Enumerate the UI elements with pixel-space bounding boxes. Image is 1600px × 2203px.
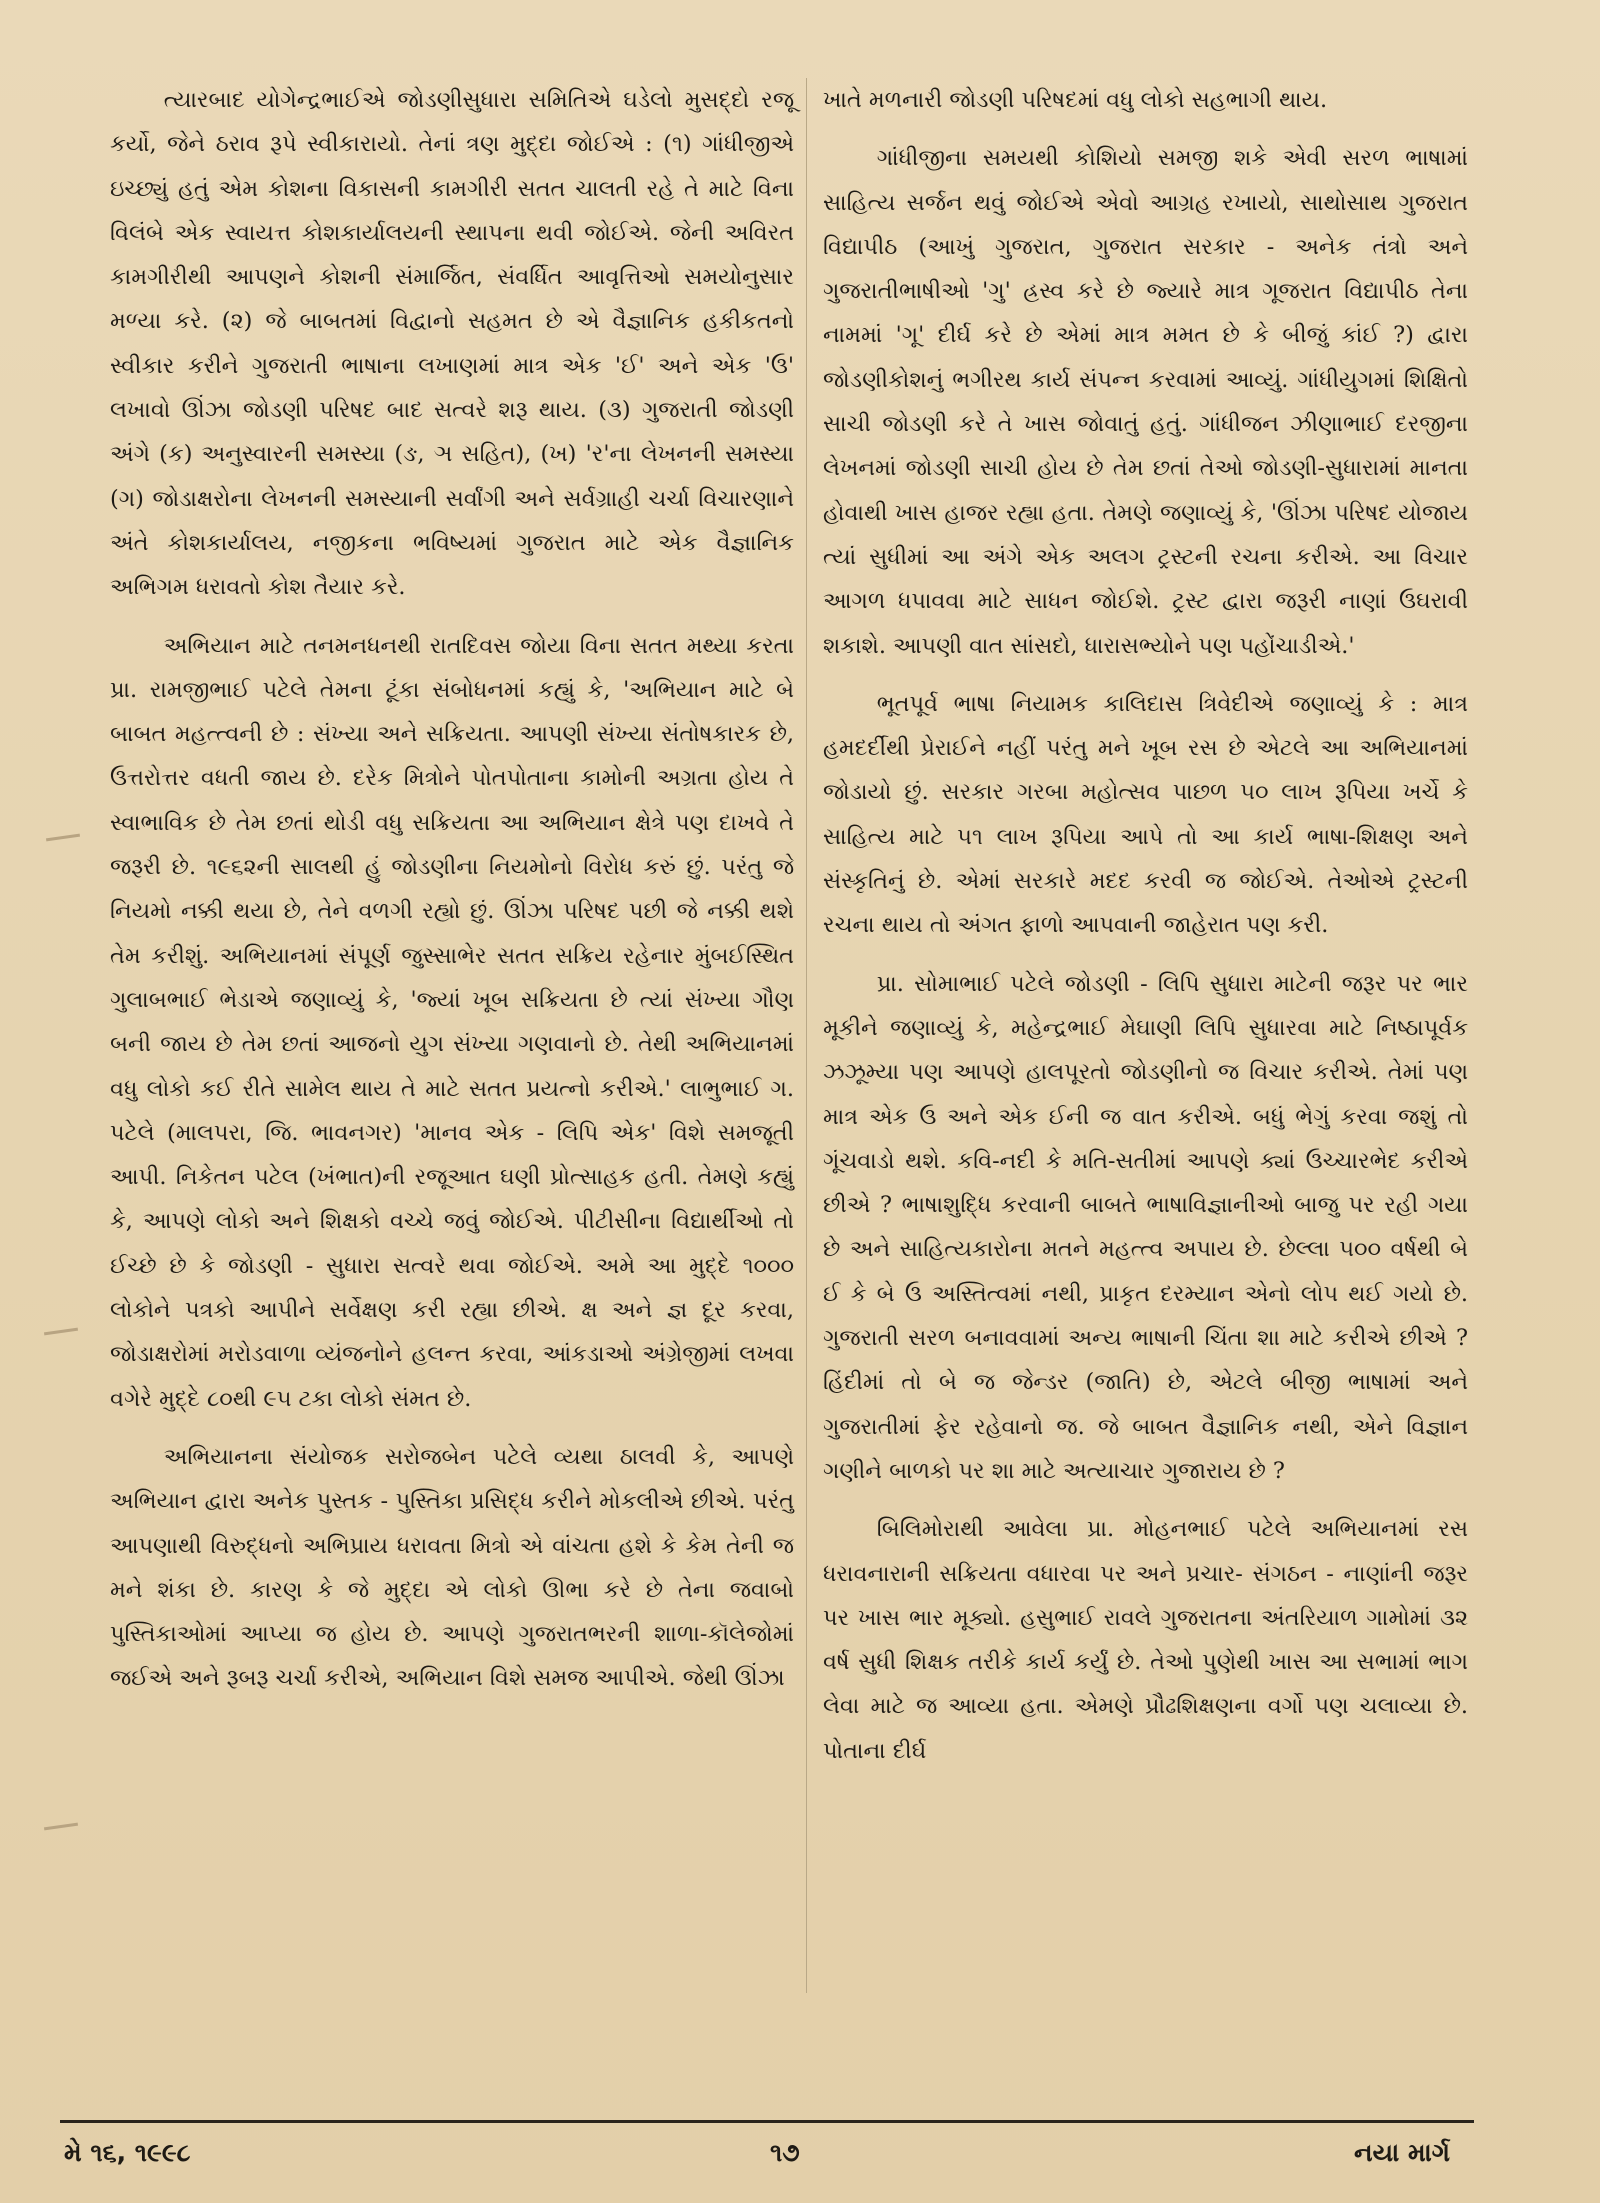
journal-name: નયા માર્ગ	[1354, 2138, 1450, 2167]
issue-date: મે ૧૬, ૧૯૯૮	[64, 2138, 191, 2167]
paragraph-continuation: ખાતે મળનારી જોડણી પરિષદમાં વધુ લોકો સહભાગી થાય.	[823, 87, 1328, 113]
right-column	[823, 78, 1468, 1773]
paragraph-resolution: ત્યારબાદ યોગેન્દ્રભાઈએ જોડણીસુધારા સમિતિએ ઘડેલો મુસદ્દો રજૂ કર્યો, જેને ઠરાવ રૂપે સ્વીકારાયો. તેનાં ત્રણ મુદ્દા જોઈએ : (૧) ગાંધીજીએ ઇચ્છ્યું હતું એમ કોશના વિકાસની કામગીરી સતત ચાલતી રહે તે માટે વિના વિલંબે એક સ્વાયત્ત કોશકાર્યાલયની સ્થાપના થવી જોઈએ. જેની અવિરત કામગીરીથી આપણને કોશની સંમાર્જિત, સંવર્ધિત આવૃત્તિઓ સમયોનુસાર મળ્યા કરે. (૨) જે બાબતમાં વિદ્વાનો સહમત છે એ વૈજ્ઞાનિક હકીકતનો સ્વીકાર કરીને ગુજરાતી ભાષાના લખાણમાં માત્ર એક 'ઈ' અને એક 'ઉ' લખાવો ઊંઝા જોડણી પરિષદ બાદ સત્વરે શરૂ થાય. (૩) ગુજરાતી જોડણી અંગે (ક) અનુસ્વારની સમસ્યા (ઙ, ઞ સહિત), (ખ) 'ર'ના લેખનની સમસ્યા (ગ) જોડાક્ષરોના લેખનની સમસ્યાની સર્વાંગી અને સર્વગ્રાહી ચર્ચા વિચારણાને અંતે કોશકાર્યાલય, નજીકના ભવિષ્યમાં ગુજરાત માટે એક વૈજ્ઞાનિક અભિગમ ધરાવતો કોશ તૈયાર કરે.	[110, 87, 794, 601]
paragraph-gandhiji: ગાંધીજીના સમયથી કોશિયો સમજી શકે એવી સરળ ભાષામાં સાહિત્ય સર્જન થવું જોઈએ એવો આગ્રહ રખાયો, સાથોસાથ ગુજરાત વિદ્યાપીઠ (આખું ગુજરાત, ગુજરાત સરકાર - અનેક તંત્રો અને ગુજરાતીભાષીઓ 'ગુ' હ્રસ્વ કરે છે જ્યારે માત્ર ગૂજરાત વિદ્યાપીઠ તેના નામમાં 'ગૂ' દીર્ઘ કરે છે એમાં માત્ર મમત છે કે બીજું કાંઈ ?) દ્વારા જોડણીકોશનું ભગીરથ કાર્ય સંપન્ન કરવામાં આવ્યું. ગાંધીયુગમાં શિક્ષિતો સાચી જોડણી કરે તે ખાસ જોવાતું હતું. ગાંધીજન ઝીણાભાઈ દરજીના લેખનમાં જોડણી સાચી હોય છે તેમ છતાં તેઓ જોડણી-સુધારામાં માનતા હોવાથી ખાસ હાજર રહ્યા હતા. તેમણે જણાવ્યું કે, 'ઊંઝા પરિષદ યોજાય ત્યાં સુધીમાં આ અંગે એક અલગ ટ્રસ્ટની રચના કરીએ. આ વિચાર આગળ ધપાવવા માટે સાધન જોઈશે. ટ્રસ્ટ દ્વારા જરૂરી નાણાં ઉઘરાવી શકાશે. આપણી વાત સાંસદો, ધારાસભ્યોને પણ પહોંચાડીએ.'	[823, 145, 1468, 659]
paragraph-kalidas: ભૂતપૂર્વ ભાષા નિયામક કાલિદાસ ત્રિવેદીએ જણાવ્યું કે : માત્ર હમદર્દીથી પ્રેરાઈને નહીં પરંતુ મને ખૂબ રસ છે એટલે આ અભિયાનમાં જોડાયો છું. સરકાર ગરબા મહોત્સવ પાછળ ૫૦ લાખ રૂપિયા ખર્ચે કે સાહિત્ય માટે ૫૧ લાખ રૂપિયા આપે તો આ કાર્ય ભાષા-શિક્ષણ અને સંસ્કૃતિનું છે. એમાં સરકારે મદદ કરવી જ જોઈએ. તેઓએ ટ્રસ્ટની રચના થાય તો અંગત ફાળો આપવાની જાહેરાત પણ કરી.	[823, 690, 1468, 939]
column-divider	[806, 78, 807, 1993]
paragraph-mohanbhai: બિલિમોરાથી આવેલા પ્રા. મોહનભાઈ પટેલે અભિયાનમાં રસ ધરાવનારાની સક્રિયતા વધારવા પર અને પ્રચાર- સંગઠન - નાણાંની જરૂર પર ખાસ ભાર મૂક્યો. હસુભાઈ રાવલે ગુજરાતના અંતરિયાળ ગામોમાં ૩૨ વર્ષ સુધી શિક્ષક તરીકે કાર્ય કર્યું છે. તેઓ પુણેથી ખાસ આ સભામાં ભાગ લેવા માટે જ આવ્યા હતા. એમણે પ્રૌઢશિક્ષણના વર્ગો પણ ચલાવ્યા છે. પોતાના દીર્ઘ	[823, 1516, 1468, 1764]
footer-rule	[60, 2120, 1474, 2123]
left-column	[110, 78, 794, 1701]
paragraph-ramjibhai: અભિયાન માટે તનમનધનથી રાતદિવસ જોયા વિના સતત મથ્યા કરતા પ્રા. રામજીભાઈ પટેલે તેમના ટૂંકા સંબોધનમાં કહ્યું કે, 'અભિયાન માટે બે બાબત મહત્ત્વની છે : સંખ્યા અને સક્રિયતા. આપણી સંખ્યા સંતોષકારક છે, ઉત્તરોત્તર વધતી જાય છે. દરેક મિત્રોને પોતપોતાના કામોની અગ્રતા હોય તે સ્વાભાવિક છે તેમ છતાં થોડી વધુ સક્રિયતા આ અભિયાન ક્ષેત્રે પણ દાખવે તે જરૂરી છે. ૧૯૬૨ની સાલથી હું જોડણીના નિયમોનો વિરોધ કરું છું. પરંતુ જે નિયમો નક્કી થયા છે, તેને વળગી રહ્યો છું. ઊંઝા પરિષદ પછી જે નક્કી થશે તેમ કરીશું. અભિયાનમાં સંપૂર્ણ જુસ્સાભેર સતત સક્રિય રહેનાર મુંબઈસ્થિત ગુલાબભાઈ ભેડાએ જણાવ્યું કે, 'જ્યાં ખૂબ સક્રિયતા છે ત્યાં સંખ્યા ગૌણ બની જાય છે તેમ છતાં આજનો યુગ સંખ્યા ગણવાનો છે. તેથી અભિયાનમાં વધુ લોકો કઈ રીતે સામેલ થાય તે માટે સતત પ્રયત્નો કરીએ.' લાભુભાઈ ગ. પટેલે (માલપરા, જિ. ભાવનગર) 'માનવ એક - લિપિ એક' વિશે સમજૂતી આપી. નિકેતન પટેલ (ખંભાત)ની રજૂઆત ઘણી પ્રોત્સાહક હતી. તેમણે કહ્યું કે, આપણે લોકો અને શિક્ષકો વચ્ચે જવું જોઈએ. પીટીસીના વિદ્યાર્થીઓ તો ઈચ્છે છે કે જોડણી - સુધારા સત્વરે થવા જોઈએ. અમે આ મુદ્દે ૧૦૦૦ લોકોને પત્રકો આપીને સર્વેક્ષણ કરી રહ્યા છીએ. ક્ષ અને જ્ઞ દૂર કરવા, જોડાક્ષરોમાં મરોડવાળા વ્યંજનોને હલન્ત કરવા, આંકડાઓ અંગ્રેજીમાં લખવા વગેરે મુદ્દે ૮૦થી ૯૫ ટકા લોકો સંમત છે.	[110, 632, 794, 1412]
paragraph-sarojben: અભિયાનના સંયોજક સરોજબેન પટેલે વ્યથા ઠાલવી કે, આપણે અભિયાન દ્વારા અનેક પુસ્તક - પુસ્તિકા પ્રસિદ્ધ કરીને મોકલીએ છીએ. પરંતુ આપણાથી વિરુદ્ધનો અભિપ્રાય ધરાવતા મિત્રો એ વાંચતા હશે કે કેમ તેની જ મને શંકા છે. કારણ કે જે મુદ્દા એ લોકો ઊભા કરે છે તેના જવાબો પુસ્તિકાઓમાં આપ્યા જ હોય છે. આપણે ગુજરાતભરની શાળા-કૉલેજોમાં જઈએ અને રૂબરૂ ચર્ચા કરીએ, અભિયાન વિશે સમજ આપીએ. જેથી ઊંઝા	[110, 1443, 794, 1692]
paragraph-somabhai: પ્રા. સોમાભાઈ પટેલે જોડણી - લિપિ સુધારા માટેની જરૂર પર ભાર મૂકીને જણાવ્યું કે, મહેન્દ્રભાઈ મેઘાણી લિપિ સુધારવા માટે નિષ્ઠાપૂર્વક ઝઝૂમ્યા પણ આપણે હાલપૂરતો જોડણીનો જ વિચાર કરીએ. તેમાં પણ માત્ર એક ઉ અને એક ઈની જ વાત કરીએ. બધું ભેગું કરવા જશું તો ગૂંચવાડો થશે. કવિ-નદી કે મતિ-સતીમાં આપણે ક્યાં ઉચ્ચારભેદ કરીએ છીએ ? ભાષાશુદ્ધિ કરવાની બાબતે ભાષાવિજ્ઞાનીઓ બાજુ પર રહી ગયા છે અને સાહિત્યકારોના મતને મહત્ત્વ અપાય છે. છેલ્લા ૫૦૦ વર્ષથી બે ઈ કે બે ઉ અસ્તિત્વમાં નથી, પ્રાકૃત દરમ્યાન એનો લોપ થઈ ગયો છે. ગુજરાતી સરળ બનાવવામાં અન્ય ભાષાની ચિંતા શા માટે કરીએ છીએ ? હિંદીમાં તો બે જ જેન્ડર (જાતિ) છે, એટલે બીજી ભાષામાં અને ગુજરાતીમાં ફેર રહેવાનો જ. જે બાબત વૈજ્ઞાનિક નથી, એને વિજ્ઞાન ગણીને બાળકો પર શા માટે અત્યાચાર ગુજારાય છે ?	[823, 970, 1468, 1484]
page-number: ૧૭	[770, 2138, 800, 2167]
paper-tear-mark	[44, 1328, 78, 1336]
paper-tear-mark	[46, 834, 80, 842]
paper-tear-mark	[44, 1823, 78, 1831]
